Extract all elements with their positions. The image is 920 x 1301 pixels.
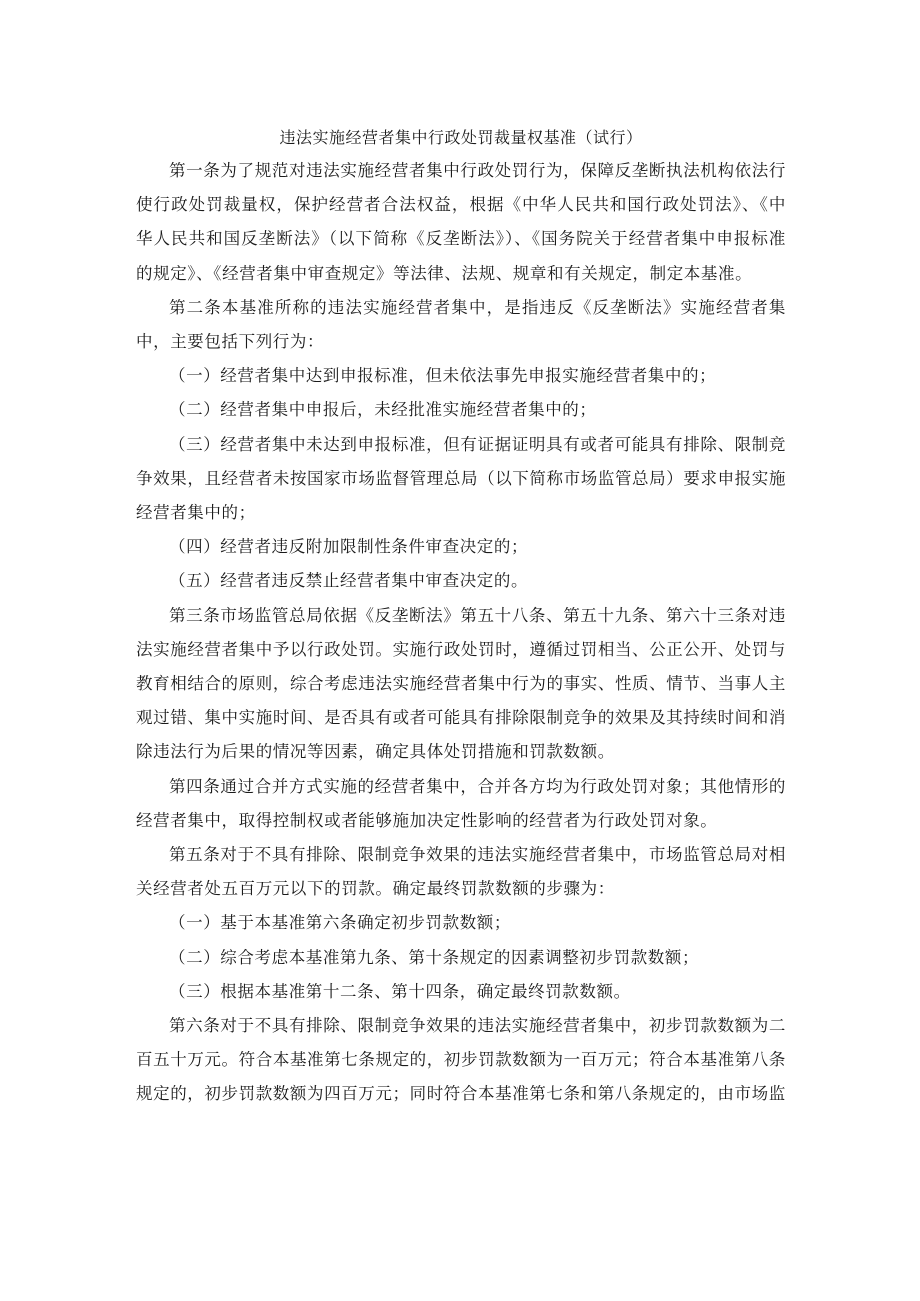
document-title: 违法实施经营者集中行政处罚裁量权基准（试行）: [279, 128, 643, 147]
article-2-item-3: （三）经营者集中未达到申报标准，但有证据证明具有或者可能具有排除、限制竞争效果，且经营者未按国家市场监督管理总局（以下简称市场监管总局）要求申报实施经营者集中的；: [136, 434, 786, 523]
article-6: 第六条对于不具有排除、限制竞争效果的违法实施经营者集中，初步罚款数额为二百五十万元。符合本基准第七条规定的，初步罚款数额为一百万元；符合本基准第八条规定的，初步罚款数额为四百万元；同时符合本基准第七条和第八条规定的，由市场监: [136, 1016, 786, 1104]
article-5: 第五条对于不具有排除、限制竞争效果的违法实施经营者集中，市场监管总局对相关经营者处五百万元以下的罚款。确定最终罚款数额的步骤为：: [136, 845, 786, 899]
article-2-item-1: （一）经营者集中达到申报标准，但未依法事先申报实施经营者集中的；: [169, 366, 717, 386]
article-2: 第二条本基准所称的违法实施经营者集中，是指违反《反垄断法》实施经营者集中，主要包括下列行为：: [136, 297, 786, 352]
document-body: [136, 122, 786, 1112]
article-2-item-2: （二）经营者集中申报后，未经批准实施经营者集中的；: [169, 400, 597, 420]
article-2-item-5: （五）经营者违反禁止经营者集中审查决定的。: [169, 571, 529, 591]
article-5-item-2: （二）综合考虑本基准第九条、第十条规定的因素调整初步罚款数额；: [169, 947, 700, 967]
article-4: 第四条通过合并方式实施的经营者集中，合并各方均为行政处罚对象；其他情形的经营者集中，取得控制权或者能够施加决定性影响的经营者为行政处罚对象。: [136, 776, 786, 830]
article-1: 第一条为了规范对违法实施经营者集中行政处罚行为，保障反垄断执法机构依法行使行政处罚裁量权，保护经营者合法权益，根据《中华人民共和国行政处罚法》、《中华人民共和国反垄断法》（以下简称《反垄断法》）、《国务院关于经营者集中申报标准的规定》、《经营者集中审查规定》等法律、法规、规章和有关规定，制定本基准。: [136, 161, 786, 283]
article-2-item-4: （四）经营者违反附加限制性条件审查决定的；: [169, 537, 529, 557]
article-5-item-1: （一）基于本基准第六条确定初步罚款数额；: [169, 913, 511, 933]
article-3: 第三条市场监管总局依据《反垄断法》第五十八条、第五十九条、第六十三条对违法实施经营者集中予以行政处罚。实施行政处罚时，遵循过罚相当、公正公开、处罚与教育相结合的原则，综合考虑违法实施经营者集中行为的事实、性质、情节、当事人主观过错、集中实施时间、是否具有或者可能具有排除限制竞争的效果及其持续时间和消除违法行为后果的情况等因素，确定具体处罚措施和罚款数额。: [136, 605, 786, 762]
article-5-item-3: （三）根据本基准第十二条、第十四条，确定最终罚款数额。: [169, 981, 631, 1001]
